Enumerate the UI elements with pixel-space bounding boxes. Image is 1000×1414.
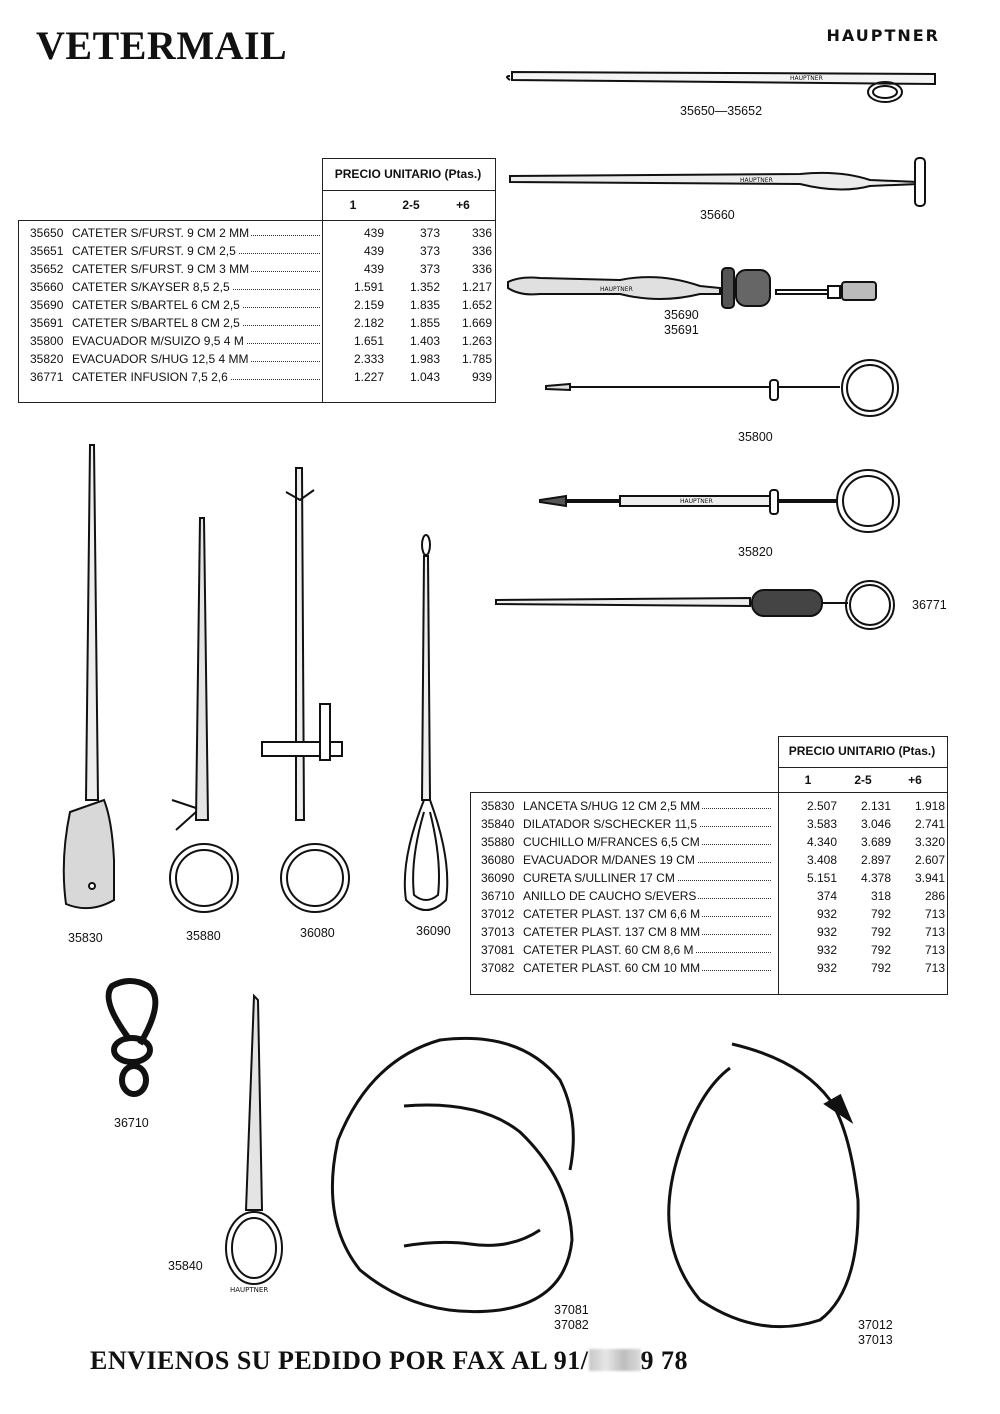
- item-code: 36080: [481, 853, 515, 867]
- item-name: EVACUADOR S/HUG 12,5 4 MM: [72, 352, 249, 366]
- knife-35880-illustration: [170, 518, 238, 912]
- price-1: 1.591: [353, 280, 384, 294]
- price-3: 336: [471, 244, 492, 258]
- rubber-ring-36710-illustration: [109, 981, 156, 1094]
- item-name: EVACUADOR M/DANES 19 CM: [523, 853, 695, 867]
- item-name: EVACUADOR M/SUIZO 9,5 4 M: [72, 334, 244, 348]
- svg-text:HAUPTNER: HAUPTNER: [740, 177, 773, 184]
- price-1: 2.182: [353, 316, 384, 330]
- item-code: 37013: [481, 925, 515, 939]
- price-1: 5.151: [806, 871, 837, 885]
- label-35691-line: 35691: [664, 323, 699, 337]
- item-name: CATETER PLAST. 137 CM 6,6 M: [523, 907, 701, 921]
- price-3: 336: [471, 226, 492, 240]
- price-3: 713: [924, 943, 945, 957]
- item-code: 35691: [30, 316, 64, 330]
- price-3: 3.320: [914, 835, 945, 849]
- col-1: 1: [804, 773, 812, 787]
- page-title: VETERMAIL: [36, 23, 288, 68]
- price-2: 1.835: [409, 298, 440, 312]
- price-3: 939: [471, 370, 492, 384]
- item-name: CATETER PLAST. 60 CM 8,6 M: [523, 943, 694, 957]
- evacuator-35800-illustration: [546, 360, 898, 416]
- price-2: 373: [419, 244, 440, 258]
- label-35690-line: 35690: [664, 308, 699, 322]
- price-3: 1.217: [461, 280, 492, 294]
- label-35840: 35840: [168, 1259, 203, 1273]
- item-code: 35800: [30, 334, 64, 348]
- catheter-36771-illustration: [496, 581, 894, 629]
- item-code: 35840: [481, 817, 515, 831]
- price-3: 3.941: [914, 871, 945, 885]
- price-2: 3.689: [860, 835, 891, 849]
- label-35800: 35800: [738, 430, 773, 444]
- price-1: 439: [363, 226, 384, 240]
- label-37013-line: 37013: [858, 1333, 893, 1347]
- price-1: 374: [816, 889, 837, 903]
- item-code: 35652: [30, 262, 64, 276]
- price-1: 2.333: [353, 352, 384, 366]
- price-2: 792: [870, 907, 891, 921]
- footer-text-end: 9 78: [640, 1346, 689, 1375]
- label-35880: 35880: [186, 929, 221, 943]
- item-code: 35880: [481, 835, 515, 849]
- item-name: CATETER S/FURST. 9 CM 2,5: [72, 244, 236, 258]
- evacuator-35820-illustration: [540, 470, 899, 532]
- item-code: 35830: [481, 799, 515, 813]
- item-code: 37081: [481, 943, 515, 957]
- item-name: CATETER S/BARTEL 6 CM 2,5: [72, 298, 240, 312]
- item-code: 35651: [30, 244, 64, 258]
- item-name: CATETER S/FURST. 9 CM 2 MM: [72, 226, 250, 240]
- catheter-35660-illustration: [510, 158, 925, 206]
- price-3: 713: [924, 907, 945, 921]
- price-1: 1.227: [353, 370, 384, 384]
- price-2: 1.043: [409, 370, 440, 384]
- label-36771: 36771: [912, 598, 947, 612]
- price-2: 792: [870, 925, 891, 939]
- price-2: 1.403: [409, 334, 440, 348]
- col-2-5: 2-5: [402, 198, 420, 212]
- price-3: 286: [924, 889, 945, 903]
- price-2: 1.983: [409, 352, 440, 366]
- price-2: 2.897: [860, 853, 891, 867]
- col-6: +6: [908, 773, 922, 787]
- label-36710: 36710: [114, 1116, 149, 1130]
- price-1: 1.651: [353, 334, 384, 348]
- price-2: 1.855: [409, 316, 440, 330]
- item-name: DILATADOR S/SCHECKER 11,5: [523, 817, 698, 831]
- item-code: 35690: [30, 298, 64, 312]
- brand-logo: HAUPTNER: [826, 26, 940, 45]
- price-header: PRECIO UNITARIO (Ptas.): [334, 167, 482, 181]
- price-3: 713: [924, 961, 945, 975]
- price-2: 373: [419, 262, 440, 276]
- price-1: 439: [363, 262, 384, 276]
- catheter-37012-illustration: [669, 1044, 858, 1327]
- label-37081-line: 37081: [554, 1303, 589, 1317]
- svg-text:HAUPTNER: HAUPTNER: [790, 75, 823, 82]
- label-37012-line: 37012: [858, 1318, 893, 1332]
- label-35690: [664, 308, 699, 338]
- svg-text:HAUPTNER: HAUPTNER: [680, 498, 713, 505]
- price-1: 932: [816, 943, 837, 957]
- label-37082-line: 37082: [554, 1318, 589, 1332]
- item-name: LANCETA S/HUG 12 CM 2,5 MM: [523, 799, 701, 813]
- catheter-35650-illustration: [507, 72, 935, 102]
- price-2: 3.046: [860, 817, 891, 831]
- label-36080: 36080: [300, 926, 335, 940]
- price-2: 4.378: [860, 871, 891, 885]
- price-3: 336: [471, 262, 492, 276]
- item-name: CATETER S/FURST. 9 CM 3 MM: [72, 262, 250, 276]
- price-1: 439: [363, 244, 384, 258]
- footer-text-start: ENVIENOS SU PEDIDO POR FAX AL 91/: [90, 1346, 589, 1375]
- catheter-37081-illustration: [332, 1038, 573, 1311]
- price-1: 932: [816, 907, 837, 921]
- col-6: +6: [456, 198, 470, 212]
- label-35650-35652: 35650—35652: [680, 104, 763, 118]
- curette-36090-illustration: [405, 535, 447, 910]
- label-37081-37082: [554, 1303, 589, 1333]
- item-name: ANILLO DE CAUCHO S/EVERS: [523, 889, 697, 903]
- lancet-35830-illustration: [64, 445, 114, 908]
- item-name: CUCHILLO M/FRANCES 6,5 CM: [523, 835, 700, 849]
- price-2: 373: [419, 226, 440, 240]
- price-3: 1.263: [461, 334, 492, 348]
- price-header: PRECIO UNITARIO (Ptas.): [788, 744, 936, 758]
- price-2: 792: [870, 961, 891, 975]
- price-3: 713: [924, 925, 945, 939]
- item-code: 36771: [30, 370, 64, 384]
- price-3: 1.918: [914, 799, 945, 813]
- price-3: 2.607: [914, 853, 945, 867]
- price-1: 4.340: [806, 835, 837, 849]
- price-2: 318: [870, 889, 891, 903]
- item-name: CATETER S/KAYSER 8,5 2,5: [72, 280, 230, 294]
- price-1: 932: [816, 925, 837, 939]
- item-code: 36710: [481, 889, 515, 903]
- fax-order-footer: [90, 1346, 688, 1376]
- item-name: CATETER PLAST. 137 CM 8 MM: [523, 925, 701, 939]
- evacuator-36080-illustration: [262, 468, 349, 912]
- item-code: 35660: [30, 280, 64, 294]
- label-35830: 35830: [68, 931, 103, 945]
- price-2: 792: [870, 943, 891, 957]
- price-1: 932: [816, 961, 837, 975]
- price-1: 2.159: [353, 298, 384, 312]
- catheter-35690-illustration: [508, 268, 876, 308]
- price-2: 1.352: [409, 280, 440, 294]
- price-1: 2.507: [806, 799, 837, 813]
- label-35820: 35820: [738, 545, 773, 559]
- price-1: 3.408: [806, 853, 837, 867]
- item-code: 36090: [481, 871, 515, 885]
- item-code: 37082: [481, 961, 515, 975]
- item-name: CATETER INFUSION 7,5 2,6: [72, 370, 228, 384]
- label-35660: 35660: [700, 208, 735, 222]
- redacted-number: [589, 1349, 641, 1371]
- col-2-5: 2-5: [854, 773, 872, 787]
- dilator-35840-illustration: [226, 996, 282, 1294]
- item-code: 35820: [30, 352, 64, 366]
- item-name: CATETER S/BARTEL 8 CM 2,5: [72, 316, 240, 330]
- price-3: 1.785: [461, 352, 492, 366]
- col-1: 1: [349, 198, 357, 212]
- item-name: CURETA S/ULLINER 17 CM: [523, 871, 675, 885]
- label-37012-37013: [858, 1318, 893, 1348]
- price-1: 3.583: [806, 817, 837, 831]
- price-2: 2.131: [860, 799, 891, 813]
- item-code: 37012: [481, 907, 515, 921]
- svg-text:HAUPTNER: HAUPTNER: [230, 1286, 269, 1294]
- price-3: 1.669: [461, 316, 492, 330]
- price-3: 1.652: [461, 298, 492, 312]
- price-3: 2.741: [914, 817, 945, 831]
- label-36090: 36090: [416, 924, 451, 938]
- item-name: CATETER PLAST. 60 CM 10 MM: [523, 961, 701, 975]
- item-code: 35650: [30, 226, 64, 240]
- svg-text:HAUPTNER: HAUPTNER: [600, 286, 633, 293]
